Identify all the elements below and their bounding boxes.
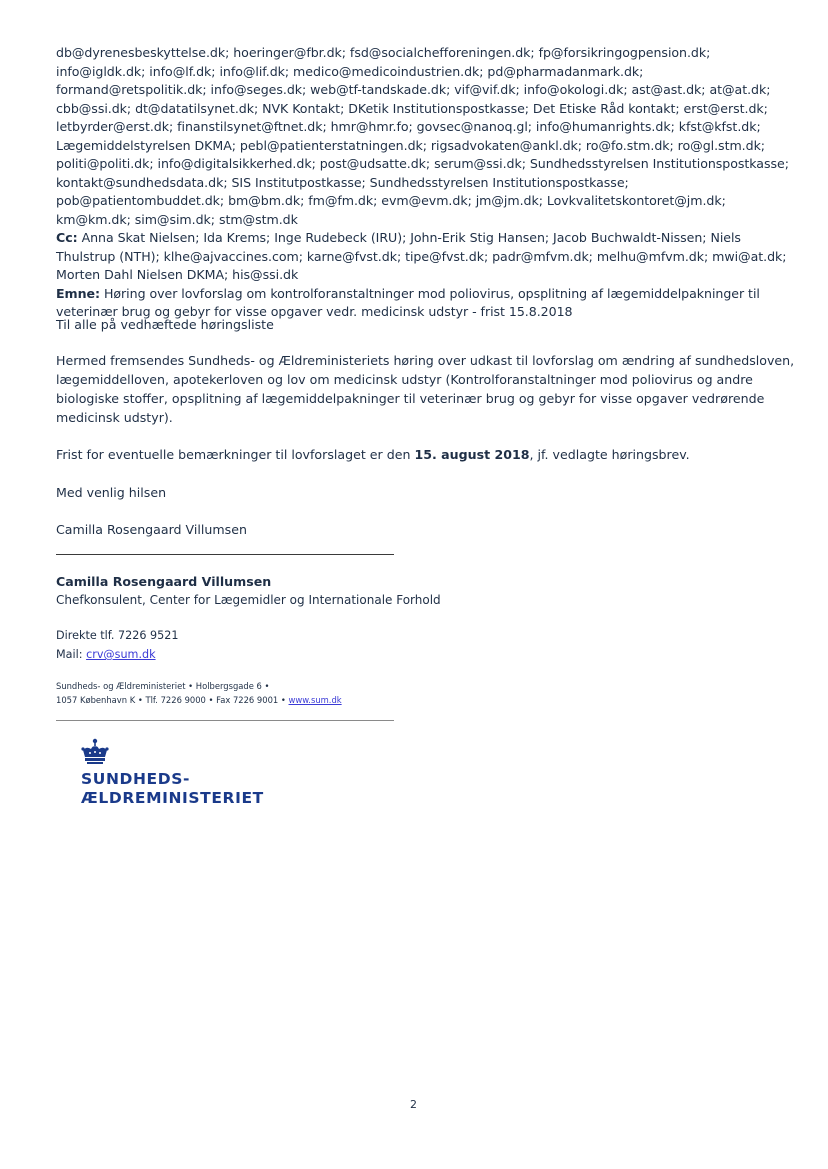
to-line: kontakt@sundhedsdata.dk; SIS Institutpostkasse; Sundhedsstyrelsen Institutionspostkasse; bbox=[56, 174, 629, 190]
greeting bbox=[56, 315, 786, 334]
to-line: km@km.dk; sim@sim.dk; stm@stm.dk bbox=[56, 211, 298, 227]
paragraph-line: lægemiddelloven, apotekerloven og lov om medicinsk udstyr (Kontrolforanstaltninger mod poliovirus og andre bbox=[56, 372, 753, 387]
signature-phone: Direkte tlf. 7226 9521 bbox=[56, 629, 179, 642]
subject-line bbox=[56, 285, 776, 304]
mail-label: Mail: bbox=[56, 648, 87, 661]
signature-mail-row bbox=[56, 648, 156, 661]
address-line-1: Sundheds- og Ældreministeriet • Holbergsgade 6 • bbox=[56, 681, 270, 691]
cc-label: Cc: bbox=[56, 230, 78, 245]
to-line: formand@retspolitik.dk; info@seges.dk; web@tf-tandskade.dk; vif@vif.dk; info@okologi.dk; ast@ast.dk; at@at.dk; bbox=[56, 82, 771, 97]
closing bbox=[56, 483, 786, 502]
cc-line bbox=[56, 229, 776, 248]
deadline-date: 15. august 2018 bbox=[414, 447, 530, 462]
cc-text: Anna Skat Nielsen; Ida Krems; Inge Rudebeck (IRU); John-Erik Stig Hansen; Jacob Buchwaldt-Nissen; Niels bbox=[77, 230, 741, 245]
deadline-paragraph bbox=[56, 445, 786, 464]
signature-divider bbox=[56, 554, 394, 555]
signer-name: Camilla Rosengaard Villumsen bbox=[56, 522, 247, 537]
logo-line-1: SUNDHEDS- bbox=[81, 770, 191, 788]
paragraph-line: medicinsk udstyr). bbox=[56, 410, 173, 425]
website-link[interactable]: www.sum.dk bbox=[288, 695, 342, 705]
page-number: 2 bbox=[410, 1098, 417, 1111]
to-line: info@igldk.dk; info@lf.dk; info@lif.dk; medico@medicoindustrien.dk; pd@pharmadanmark.dk; bbox=[56, 63, 644, 79]
subject-line: veterinær brug og gebyr for visse opgaver vedr. medicinsk udstyr - frist 15.8.2018 bbox=[56, 304, 573, 319]
to-line: pob@patientombuddet.dk; bm@bm.dk; fm@fm.dk; evm@evm.dk; jm@jm.dk; Lovkvalitetskontoret@jm.dk; bbox=[56, 193, 726, 208]
ministry-logo bbox=[81, 770, 264, 808]
deadline-line bbox=[56, 445, 786, 464]
main-paragraph bbox=[56, 351, 795, 427]
to-line: politi@politi.dk; info@digitalsikkerhed.dk; post@udsatte.dk; serum@ssi.dk; Sundhedsstyrelsen Institutionspostkasse; bbox=[56, 156, 789, 171]
closing-text: Med venlig hilsen bbox=[56, 485, 167, 500]
signature-name: Camilla Rosengaard Villumsen bbox=[56, 574, 272, 589]
mail-link[interactable]: crv@sum.dk bbox=[86, 648, 156, 661]
greeting-text: Til alle på vedhæftede høringsliste bbox=[56, 317, 274, 332]
to-line: Lægemiddelstyrelsen DKMA; pebl@patienterstatningen.dk; rigsadvokaten@ankl.dk; ro@fo.stm.dk; ro@gl.stm.dk; bbox=[56, 137, 766, 153]
signer bbox=[56, 520, 786, 539]
paragraph-line: Hermed fremsendes Sundheds- og Ældreministeriets høring over udkast til lovforslag om ændring af sundhedsloven, bbox=[56, 353, 795, 368]
deadline-suffix: , jf. vedlagte høringsbrev. bbox=[529, 447, 690, 462]
signature-title: Chefkonsulent, Center for Lægemidler og Internationale Forhold bbox=[56, 593, 441, 607]
deadline-prefix: Frist for eventuelle bemærkninger til lovforslaget er den bbox=[56, 447, 415, 462]
recipient-header bbox=[56, 44, 789, 322]
cc-line: Thulstrup (NTH); klhe@ajvaccines.com; karne@fvst.dk; tipe@fvst.dk; padr@mfvm.dk; melhu@mfvm.dk; mwi@at.dk; bbox=[56, 248, 787, 264]
subject-label: Emne: bbox=[56, 285, 101, 301]
to-line: db@dyrenesbeskyttelse.dk; hoeringer@fbr.dk; fsd@socialchefforeningen.dk; fp@forsikringogpension.dk; bbox=[56, 45, 711, 60]
crown-icon bbox=[80, 738, 110, 766]
to-line: letbyrder@erst.dk; finanstilsynet@ftnet.dk; hmr@hmr.fo; govsec@nanoq.gl; info@humanrights.dk; kfst@kfst.dk; bbox=[56, 119, 761, 134]
subject-text: Høring over lovforslag om kontrolforanstaltninger mod poliovirus, opsplitning af lægemiddelpakninger til bbox=[100, 285, 760, 301]
address-text: 1057 København K • Tlf. 7226 9000 • Fax 7226 9001 • bbox=[56, 695, 289, 705]
logo-line-2: ÆLDREMINISTERIET bbox=[81, 789, 264, 807]
to-line: cbb@ssi.dk; dt@datatilsynet.dk; NVK Kontakt; DKetik Institutionspostkasse; Det Etiske Råd kontakt; erst@erst.dk; bbox=[56, 100, 768, 116]
cc-line: Morten Dahl Nielsen DKMA; his@ssi.dk bbox=[56, 267, 299, 282]
footer-divider bbox=[56, 720, 394, 721]
address-line-2 bbox=[56, 694, 342, 706]
paragraph-line: biologiske stoffer, opsplitning af lægemiddelpakninger til veterinær brug og gebyr for visse opgaver vedrørende bbox=[56, 391, 765, 406]
